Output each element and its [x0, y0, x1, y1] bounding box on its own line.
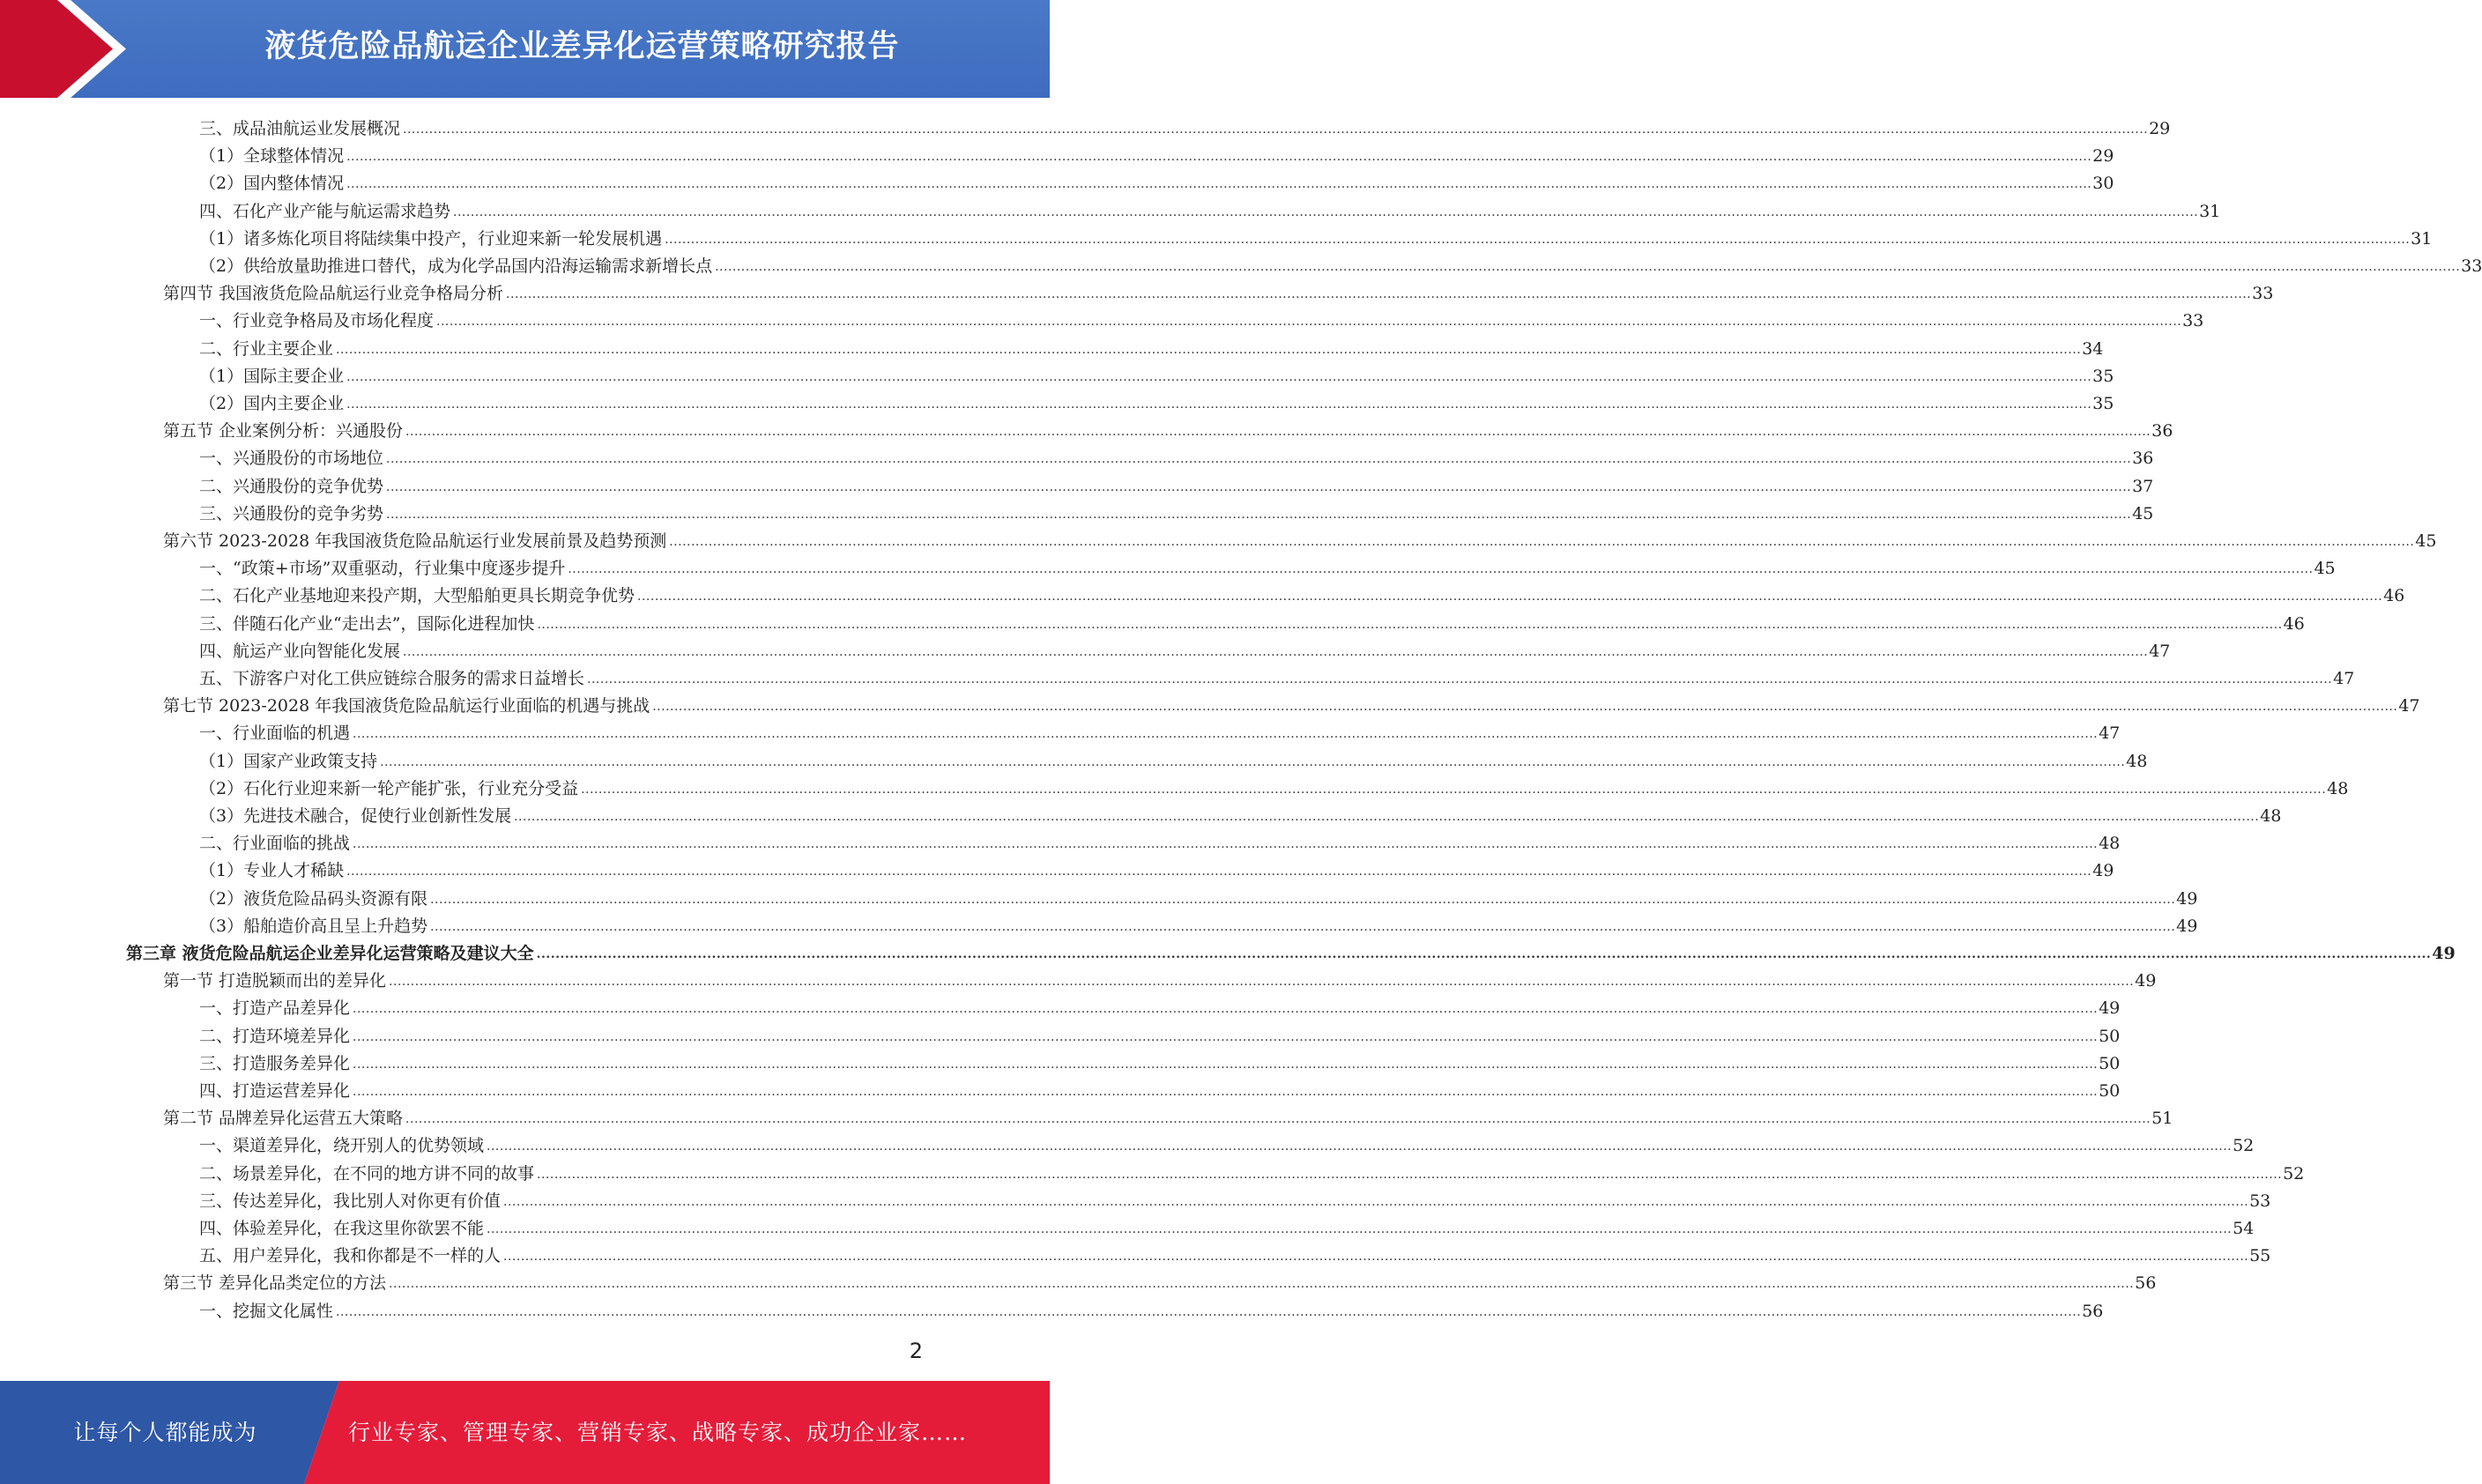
toc-leader-dots: ................................................................................................................................................................................................................................................................................................................................................................................................................	[487, 1222, 2233, 1236]
toc-entry[interactable]	[199, 634, 2171, 662]
toc-entry-title: （1）全球整体情况	[199, 146, 345, 167]
toc-entry-page: 36	[2151, 421, 2174, 441]
toc-entry[interactable]	[199, 222, 2433, 249]
toc-entry[interactable]	[199, 1184, 2271, 1212]
toc-entry-title: 二、石化产业基地迎来投产期，大型船舶更具长期竞争优势	[199, 586, 635, 606]
toc-leader-dots: ................................................................................................................................................................................................................................................................................................................................................................................................................	[536, 947, 2432, 961]
toc-entry[interactable]	[199, 716, 2121, 744]
toc-entry-title: 一、行业面临的机遇	[199, 723, 351, 744]
toc-leader-dots: ................................................................................................................................................................................................................................................................................................................................................................................................................	[353, 837, 2099, 852]
toc-entry-page: 51	[2151, 1109, 2174, 1129]
toc-entry[interactable]	[199, 139, 2114, 167]
toc-entry[interactable]	[199, 579, 2405, 606]
toc-entry-title: 四、打造运营差异化	[199, 1081, 351, 1101]
toc-entry-title: 三、兴通股份的竞争劣势	[199, 503, 384, 523]
toc-entry-title: 第三节 差异化品类定位的方法	[163, 1273, 387, 1294]
toc-entry-page: 56	[2135, 1273, 2157, 1294]
toc-entry-page: 49	[2432, 944, 2456, 963]
toc-entry[interactable]	[199, 387, 2114, 414]
toc-entry-page: 45	[2415, 531, 2437, 551]
toc-leader-dots: ................................................................................................................................................................................................................................................................................................................................................................................................................	[581, 782, 2327, 797]
toc-entry-page: 49	[2092, 861, 2114, 881]
toc-entry-title: 一、“政策+市场”双重驱动，行业集中度逐步提升	[199, 559, 566, 579]
toc-entry-title: 五、用户差异化，我和你都是不一样的人	[199, 1246, 502, 1266]
toc-entry-title: 一、挖掘文化属性	[199, 1301, 334, 1321]
toc-entry-page: 33	[2182, 311, 2204, 331]
toc-entry-page: 48	[2126, 751, 2148, 771]
toc-leader-dots: ................................................................................................................................................................................................................................................................................................................................................................................................................	[453, 204, 2199, 219]
toc-entry-page: 29	[2092, 146, 2114, 167]
toc-entry[interactable]	[199, 854, 2114, 881]
toc-leader-dots: ................................................................................................................................................................................................................................................................................................................................................................................................................	[353, 1002, 2099, 1017]
toc-entry-title: （2）供给放量助推进口替代，成为化学品国内沿海运输需求新增长点	[199, 256, 713, 276]
toc-entry-page: 46	[2283, 613, 2305, 634]
toc-entry-title: 一、行业竞争格局及市场化程度	[199, 311, 435, 331]
toc-entry-page: 47	[2333, 669, 2355, 688]
toc-entry-title: 四、体验差异化，在我这里你欲罢不能	[199, 1219, 485, 1238]
toc-entry-page: 45	[2132, 503, 2154, 523]
toc-entry[interactable]	[199, 441, 2154, 469]
toc-leader-dots: ................................................................................................................................................................................................................................................................................................................................................................................................................	[669, 535, 2415, 549]
toc-entry-title: 二、打造环境差异化	[199, 1026, 351, 1046]
toc-entry-page: 49	[2176, 916, 2198, 936]
toc-leader-dots: ................................................................................................................................................................................................................................................................................................................................................................................................................	[430, 892, 2176, 907]
toc-entry-page: 35	[2092, 366, 2114, 386]
toc-leader-dots: ................................................................................................................................................................................................................................................................................................................................................................................................................	[336, 1304, 2082, 1319]
toc-entry-title: 二、行业面临的挑战	[199, 834, 351, 854]
toc-leader-dots: ................................................................................................................................................................................................................................................................................................................................................................................................................	[346, 177, 2092, 192]
toc-entry-title: （1）专业人才稀缺	[199, 861, 345, 881]
toc-entry-title: 三、成品油航运业发展概况	[199, 119, 401, 138]
toc-entry[interactable]	[163, 277, 2274, 304]
toc-leader-dots: ................................................................................................................................................................................................................................................................................................................................................................................................................	[568, 562, 2314, 577]
toc-leader-dots: ................................................................................................................................................................................................................................................................................................................................................................................................................	[389, 1277, 2135, 1292]
toc-entry[interactable]	[199, 827, 2121, 854]
toc-entry-page: 48	[2099, 834, 2121, 854]
toc-entry[interactable]	[199, 360, 2114, 387]
toc-entry-page: 35	[2092, 394, 2114, 413]
toc-entry-title: 三、打造服务差异化	[199, 1053, 351, 1073]
toc-entry-title: 一、渠道差异化，绕开别人的优势领域	[199, 1136, 485, 1156]
toc-entry-title: （3）先进技术融合，促使行业创新性发展	[199, 806, 512, 826]
toc-entry[interactable]	[199, 1295, 2104, 1322]
toc-entry[interactable]	[199, 1129, 2255, 1156]
toc-leader-dots: ................................................................................................................................................................................................................................................................................................................................................................................................................	[652, 700, 2398, 715]
toc-leader-dots: ................................................................................................................................................................................................................................................................................................................................................................................................................	[403, 122, 2149, 137]
toc-entry-title: 第五节 企业案例分析：兴通股份	[163, 421, 404, 441]
toc-leader-dots: ................................................................................................................................................................................................................................................................................................................................................................................................................	[386, 452, 2132, 467]
toc-entry[interactable]	[199, 1074, 2121, 1102]
toc-entry-page: 55	[2249, 1246, 2271, 1266]
toc-leader-dots: ................................................................................................................................................................................................................................................................................................................................................................................................................	[353, 727, 2099, 742]
toc-entry-page: 37	[2132, 476, 2154, 496]
toc-entry-title: （2）国内主要企业	[199, 394, 345, 413]
toc-entry[interactable]	[199, 799, 2282, 827]
toc-entry-page: 52	[2233, 1136, 2255, 1156]
toc-leader-dots: ................................................................................................................................................................................................................................................................................................................................................................................................................	[386, 507, 2132, 522]
toc-entry[interactable]	[163, 1102, 2174, 1129]
toc-entry-title: 二、场景差异化，在不同的地方讲不同的故事	[199, 1163, 535, 1183]
toc-entry-title: 第一节 打造脱颖而出的差异化	[163, 971, 387, 991]
toc-entry-page: 48	[2260, 806, 2282, 826]
toc-leader-dots: ................................................................................................................................................................................................................................................................................................................................................................................................................	[346, 864, 2092, 879]
toc-entry-title: 一、打造产品差异化	[199, 998, 351, 1019]
toc-entry-page: 53	[2249, 1191, 2271, 1211]
toc-leader-dots: ................................................................................................................................................................................................................................................................................................................................................................................................................	[403, 644, 2149, 659]
toc-entry-title: 三、传达差异化，我比别人对你更有价值	[199, 1191, 502, 1211]
toc-leader-dots: ................................................................................................................................................................................................................................................................................................................................................................................................................	[353, 1085, 2099, 1099]
toc-entry[interactable]	[163, 1266, 2157, 1294]
toc-entry-page: 45	[2314, 559, 2336, 579]
toc-entry[interactable]	[126, 937, 2456, 964]
toc-entry-page: 48	[2327, 778, 2349, 798]
toc-leader-dots: ................................................................................................................................................................................................................................................................................................................................................................................................................	[346, 397, 2092, 412]
toc-leader-dots: ................................................................................................................................................................................................................................................................................................................................................................................................................	[386, 479, 2132, 494]
toc-leader-dots: ................................................................................................................................................................................................................................................................................................................................................................................................................	[665, 232, 2411, 247]
toc-entry-title: 二、行业主要企业	[199, 338, 334, 359]
toc-entry-title: 第二节 品牌差异化运营五大策略	[163, 1109, 404, 1129]
page-number: 2	[909, 1339, 923, 1363]
toc-leader-dots: ................................................................................................................................................................................................................................................................................................................................................................................................................	[353, 1057, 2099, 1072]
footer-slogan-list: 行业专家、管理专家、营销专家、战略专家、成功企业家……	[348, 1420, 968, 1445]
toc-entry-page: 49	[2135, 971, 2157, 991]
toc-entry-title: （3）船舶造价高且呈上升趋势	[199, 916, 428, 936]
toc-entry-page: 47	[2099, 723, 2121, 744]
toc-entry-title: 四、石化产业产能与航运需求趋势	[199, 201, 451, 221]
toc-entry-page: 47	[2398, 696, 2420, 716]
toc-entry-title: 第六节 2023-2028 年我国液货危险品航运行业发展前景及趋势预测	[163, 531, 667, 551]
toc-entry[interactable]	[199, 1239, 2271, 1266]
toc-entry-page: 33	[2461, 256, 2482, 276]
toc-entry-title: （2）液货危险品码头资源有限	[199, 888, 428, 909]
toc-entry-page: 29	[2149, 119, 2171, 138]
toc-entry[interactable]	[199, 991, 2121, 1019]
toc-entry[interactable]	[199, 112, 2171, 139]
toc-entry-page: 54	[2233, 1219, 2255, 1238]
toc-leader-dots: ................................................................................................................................................................................................................................................................................................................................................................................................................	[537, 617, 2283, 632]
toc-leader-dots: ................................................................................................................................................................................................................................................................................................................................................................................................................	[336, 342, 2082, 357]
toc-entry[interactable]	[163, 689, 2420, 716]
toc-entry-title: （1）国家产业政策支持	[199, 751, 378, 771]
toc-entry[interactable]	[163, 524, 2437, 552]
toc-leader-dots: ................................................................................................................................................................................................................................................................................................................................................................................................................	[637, 590, 2383, 605]
toc-leader-dots: ................................................................................................................................................................................................................................................................................................................................................................................................................	[506, 287, 2252, 302]
toc-entry-page: 31	[2411, 228, 2433, 249]
toc-entry-page: 46	[2383, 586, 2405, 606]
toc-entry-page: 50	[2099, 1026, 2121, 1046]
toc-leader-dots: ................................................................................................................................................................................................................................................................................................................................................................................................................	[405, 1112, 2151, 1127]
toc-entry[interactable]	[199, 882, 2198, 909]
toc-entry[interactable]	[199, 552, 2336, 579]
toc-entry[interactable]	[199, 249, 2482, 277]
toc-leader-dots: ................................................................................................................................................................................................................................................................................................................................................................................................................	[405, 425, 2151, 440]
toc-entry[interactable]	[199, 470, 2154, 497]
report-title: 液货危险品航运企业差异化运营策略研究报告	[264, 29, 900, 64]
toc-entry[interactable]	[199, 909, 2198, 937]
toc-entry-page: 50	[2099, 1053, 2121, 1073]
toc-leader-dots: ................................................................................................................................................................................................................................................................................................................................................................................................................	[346, 150, 2092, 165]
toc-entry[interactable]	[199, 304, 2204, 331]
toc-entry-page: 56	[2082, 1301, 2104, 1321]
toc-entry[interactable]	[199, 1157, 2305, 1184]
toc-entry-title: 五、下游客户对化工供应链综合服务的需求日益增长	[199, 669, 585, 688]
footer-banner	[0, 1381, 1050, 1484]
toc-leader-dots: ................................................................................................................................................................................................................................................................................................................................................................................................................	[487, 1139, 2233, 1154]
toc-entry[interactable]	[199, 745, 2148, 772]
toc-leader-dots: ................................................................................................................................................................................................................................................................................................................................................................................................................	[430, 919, 2176, 934]
toc-leader-dots: ................................................................................................................................................................................................................................................................................................................................................................................................................	[346, 369, 2092, 384]
toc-entry[interactable]	[199, 662, 2355, 689]
toc-entry-title: 二、兴通股份的竞争优势	[199, 476, 384, 496]
toc-entry-page: 30	[2092, 174, 2114, 194]
toc-entry-title: 四、航运产业向智能化发展	[199, 641, 401, 661]
toc-entry[interactable]	[199, 167, 2114, 194]
toc-entry-page: 31	[2199, 201, 2221, 221]
toc-entry[interactable]	[163, 414, 2174, 441]
toc-entry[interactable]	[199, 1212, 2255, 1239]
toc-leader-dots: ................................................................................................................................................................................................................................................................................................................................................................................................................	[436, 315, 2182, 330]
toc-entry-title: （1）国际主要企业	[199, 366, 345, 386]
toc-entry-title: 第七节 2023-2028 年我国液货危险品航运行业面临的机遇与挑战	[163, 696, 650, 716]
toc-leader-dots: ................................................................................................................................................................................................................................................................................................................................................................................................................	[353, 1029, 2099, 1044]
toc-entry-page: 33	[2252, 284, 2274, 304]
toc-entry-title: 三、伴随石化产业“走出去”，国际化进程加快	[199, 613, 535, 634]
toc-entry[interactable]	[199, 195, 2221, 222]
toc-entry[interactable]	[199, 332, 2104, 360]
toc-leader-dots: ................................................................................................................................................................................................................................................................................................................................................................................................................	[587, 672, 2333, 686]
toc-entry[interactable]	[199, 497, 2154, 524]
toc-entry-page: 49	[2099, 998, 2121, 1019]
toc-entry-title: （2）国内整体情况	[199, 174, 345, 194]
header-banner	[0, 0, 1050, 98]
toc-entry[interactable]	[199, 607, 2305, 634]
toc-entry[interactable]	[163, 964, 2157, 991]
toc-entry-title: 第四节 我国液货危险品航运行业竞争格局分析	[163, 284, 504, 304]
toc-entry-page: 36	[2132, 449, 2154, 469]
toc-entry-page: 52	[2283, 1163, 2305, 1183]
toc-entry-page: 47	[2149, 641, 2171, 661]
toc-leader-dots: ................................................................................................................................................................................................................................................................................................................................................................................................................	[380, 754, 2126, 769]
footer-slogan-lead: 让每个人都能成为	[73, 1420, 257, 1445]
toc-leader-dots: ................................................................................................................................................................................................................................................................................................................................................................................................................	[389, 975, 2135, 990]
toc-entry-title: 第三章 液货危险品航运企业差异化运营策略及建议大全	[126, 944, 534, 963]
toc-leader-dots: ................................................................................................................................................................................................................................................................................................................................................................................................................	[514, 810, 2260, 824]
toc-entry-page: 49	[2176, 888, 2198, 909]
toc-entry[interactable]	[199, 772, 2349, 799]
toc-leader-dots: ................................................................................................................................................................................................................................................................................................................................................................................................................	[503, 1194, 2249, 1209]
toc-entry-page: 34	[2082, 338, 2104, 359]
toc-leader-dots: ................................................................................................................................................................................................................................................................................................................................................................................................................	[503, 1250, 2249, 1265]
toc-leader-dots: ................................................................................................................................................................................................................................................................................................................................................................................................................	[537, 1167, 2283, 1182]
toc-entry[interactable]	[199, 1047, 2121, 1074]
toc-entry-title: （2）石化行业迎来新一轮产能扩张，行业充分受益	[199, 778, 579, 798]
toc-entry-title: （1）诸多炼化项目将陆续集中投产，行业迎来新一轮发展机遇	[199, 228, 663, 249]
chevron-arrow-icon	[0, 0, 141, 98]
toc-entry-title: 一、兴通股份的市场地位	[199, 449, 384, 469]
toc-entry-page: 50	[2099, 1081, 2121, 1101]
toc-leader-dots: ................................................................................................................................................................................................................................................................................................................................................................................................................	[715, 260, 2461, 274]
toc-entry[interactable]	[199, 1020, 2121, 1047]
